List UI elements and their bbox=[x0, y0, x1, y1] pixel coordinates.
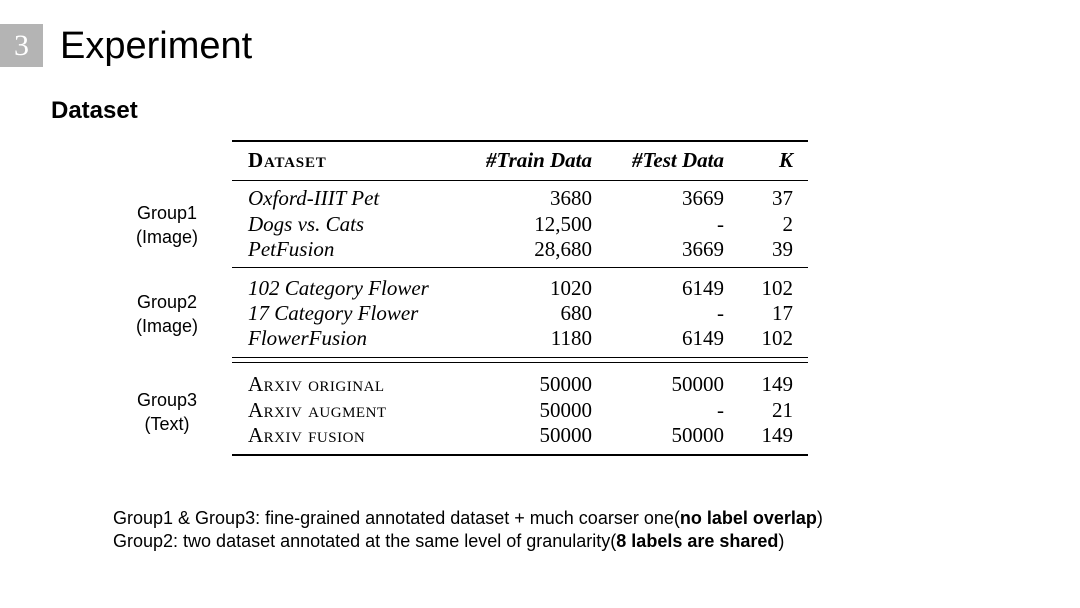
table-row-dataset: Dogs vs. Cats bbox=[248, 212, 365, 236]
table-bottom-rule bbox=[232, 454, 808, 456]
table-row-k: 149 bbox=[761, 423, 793, 447]
group2-separator-rule-a bbox=[232, 357, 808, 358]
dataset-subheading: Dataset bbox=[51, 97, 138, 124]
note-bold: 8 labels are shared bbox=[616, 531, 779, 551]
table-row-k: 37 bbox=[772, 186, 793, 210]
group3-label bbox=[116, 388, 218, 436]
table-row-test: - bbox=[717, 301, 724, 325]
table-row-k: 102 bbox=[761, 326, 793, 350]
table-header-rule bbox=[232, 180, 808, 181]
table-row-test: - bbox=[717, 212, 724, 236]
table-row-dataset: Oxford-IIIT Pet bbox=[248, 186, 380, 210]
note-group2 bbox=[113, 529, 784, 553]
table-row-dataset: Arxiv fusion bbox=[248, 423, 366, 447]
group3-name: Group3 bbox=[136, 390, 198, 410]
section-number-badge: 3 bbox=[0, 24, 43, 67]
table-row-dataset: FlowerFusion bbox=[248, 326, 367, 350]
group1-name: Group1 bbox=[136, 203, 198, 223]
note-end: ) bbox=[816, 508, 823, 528]
group3-modality: (Text) bbox=[144, 414, 190, 434]
table-row-train: 28,680 bbox=[534, 237, 592, 261]
table-row-dataset: Arxiv original bbox=[248, 372, 385, 396]
header-dataset: Dataset bbox=[248, 148, 327, 172]
note-text: Group1 & Group3: fine-grained annotated dataset + much coarser one( bbox=[113, 508, 680, 528]
group2-separator-rule-b bbox=[232, 362, 808, 363]
table-row-k: 102 bbox=[761, 276, 793, 300]
table-row-train: 50000 bbox=[539, 423, 592, 447]
header-train: #Train Data bbox=[486, 148, 592, 172]
note-text: Group2: two dataset annotated at the same level of granularity( bbox=[113, 531, 617, 551]
table-row-test: 6149 bbox=[682, 326, 724, 350]
note-bold: no label overlap bbox=[679, 508, 817, 528]
table-row-dataset: Arxiv augment bbox=[248, 398, 387, 422]
group2-modality: (Image) bbox=[135, 316, 198, 336]
table-row-train: 1020 bbox=[550, 276, 592, 300]
table-row-k: 149 bbox=[761, 372, 793, 396]
header-k: K bbox=[778, 148, 793, 172]
table-row-train: 1180 bbox=[550, 326, 592, 350]
table-row-test: - bbox=[717, 398, 724, 422]
table-row-test: 6149 bbox=[682, 276, 724, 300]
table-row-k: 39 bbox=[772, 237, 793, 261]
table-row-train: 12,500 bbox=[534, 212, 592, 236]
group2-label bbox=[116, 290, 218, 338]
table-row-k: 2 bbox=[782, 212, 793, 236]
table-row-train: 50000 bbox=[539, 372, 592, 396]
note-group1-group3 bbox=[113, 506, 823, 530]
header-test: #Test Data bbox=[632, 148, 724, 172]
table-row-test: 50000 bbox=[671, 372, 724, 396]
table-row-dataset: 17 Category Flower bbox=[248, 301, 419, 325]
table-row-k: 21 bbox=[772, 398, 793, 422]
group1-modality: (Image) bbox=[135, 227, 198, 247]
table-top-rule bbox=[232, 140, 808, 142]
group2-name: Group2 bbox=[136, 292, 198, 312]
table-row-test: 50000 bbox=[671, 423, 724, 447]
section-title: Experiment bbox=[60, 25, 253, 67]
table-row-train: 680 bbox=[560, 301, 592, 325]
table-row-train: 50000 bbox=[539, 398, 592, 422]
table-row-train: 3680 bbox=[550, 186, 592, 210]
group1-separator-rule bbox=[232, 267, 808, 268]
group1-label bbox=[116, 201, 218, 249]
table-row-k: 17 bbox=[772, 301, 793, 325]
table-row-test: 3669 bbox=[682, 186, 724, 210]
table-row-test: 3669 bbox=[682, 237, 724, 261]
table-row-dataset: PetFusion bbox=[248, 237, 335, 261]
table-row-dataset: 102 Category Flower bbox=[248, 276, 429, 300]
note-end: ) bbox=[778, 531, 785, 551]
